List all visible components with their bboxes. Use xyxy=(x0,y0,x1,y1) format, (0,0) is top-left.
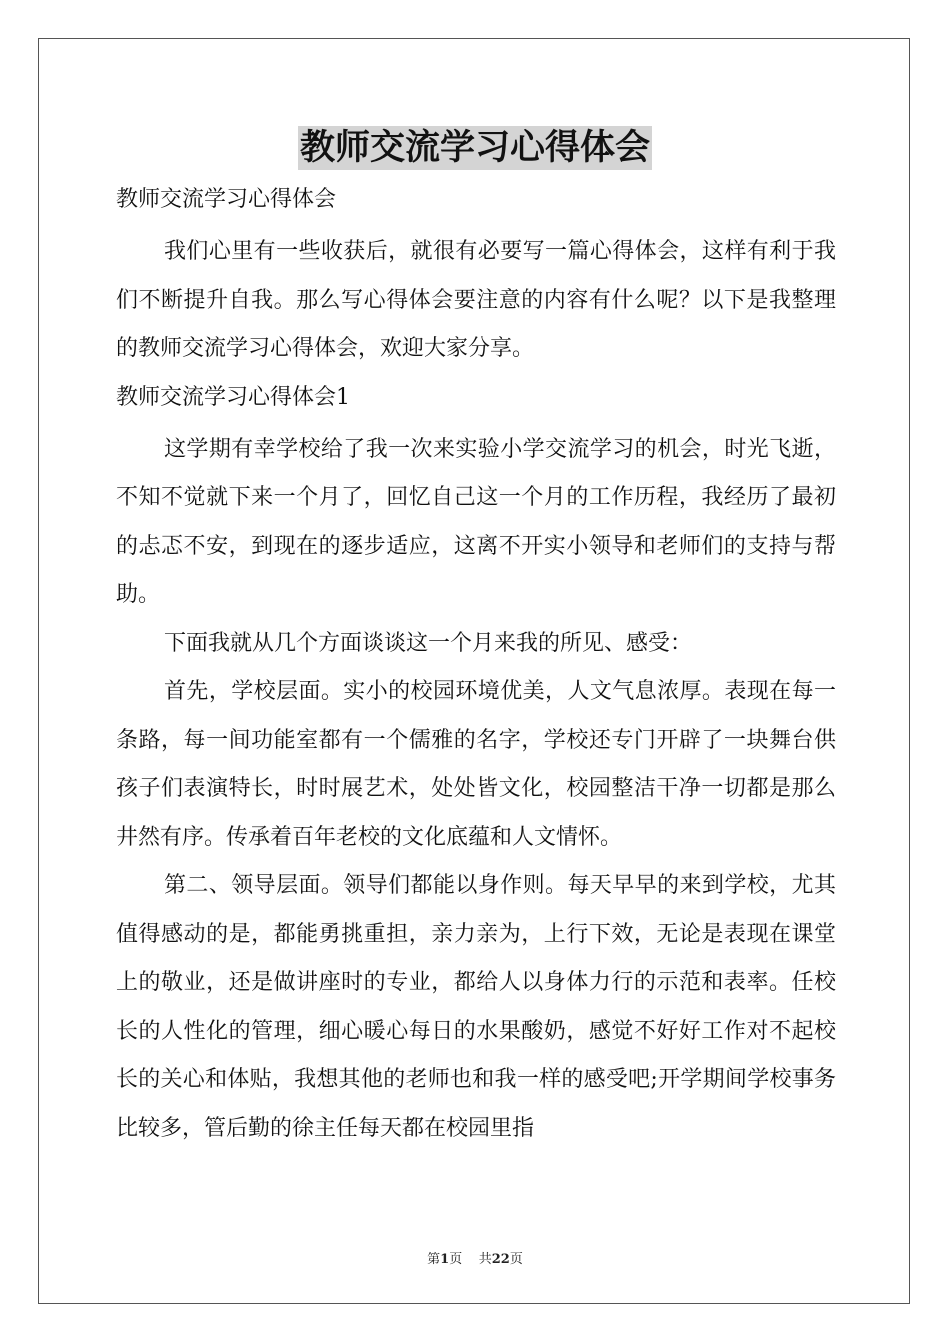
document-title: 教师交流学习心得体会 xyxy=(299,127,650,168)
total-pages: 22 xyxy=(491,1252,510,1267)
page-number: 1 xyxy=(440,1252,450,1267)
document-subtitle: 教师交流学习心得体会 xyxy=(116,187,337,212)
body-paragraph: 首先，学校层面。实小的校园环境优美，人文气息浓厚。表现在每一条路，每一间功能室都有一个儒雅的名字，学校还专门开辟了一块舞台供孩子们表演特长，时时展艺术，处处皆文化，校园整洁干净一切都是那么井然有序。传承着百年老校的文化底蕴和人文情怀。 xyxy=(116,679,836,850)
body-paragraph: 下面我就从几个方面谈谈这一个月来我的所见、感受： xyxy=(164,630,693,656)
section-heading: 教师交流学习心得体会1 xyxy=(116,384,350,410)
page-prefix: 第 xyxy=(427,1252,441,1267)
total-suffix: 页 xyxy=(509,1252,523,1267)
page-footer xyxy=(0,1248,950,1267)
body-paragraph: 第二、领导层面。领导们都能以身作则。每天早早的来到学校，尤其值得感动的是，都能勇挑重担，亲力亲为，上行下效，无论是表现在课堂上的敬业，还是做讲座时的专业，都给人以身体力行的示范和表率。任校长的人性化的管理，细心暖心每日的水果酸奶，感觉不好好工作对不起校长的关心和体贴，我想其他的老师也和我一样的感受吧;开学期间学校事务比较多，管后勤的徐主任每天都在校园里指 xyxy=(116,873,836,1141)
total-prefix: 共 xyxy=(478,1252,492,1267)
body-paragraph: 这学期有幸学校给了我一次来实验小学交流学习的机会，时光飞逝，不知不觉就下来一个月了，回忆自己这一个月的工作历程，我经历了最初的忐忑不安，到现在的逐步适应，这离不开实小领导和老师们的支持与帮助。 xyxy=(116,436,836,607)
document-body xyxy=(116,176,836,1153)
title-container xyxy=(0,126,950,170)
intro-paragraph: 我们心里有一些收获后，就很有必要写一篇心得体会，这样有利于我们不断提升自我。那么写心得体会要注意的内容有什么呢？以下是我整理的教师交流学习心得体会，欢迎大家分享。 xyxy=(116,239,836,361)
page-suffix: 页 xyxy=(449,1252,463,1267)
